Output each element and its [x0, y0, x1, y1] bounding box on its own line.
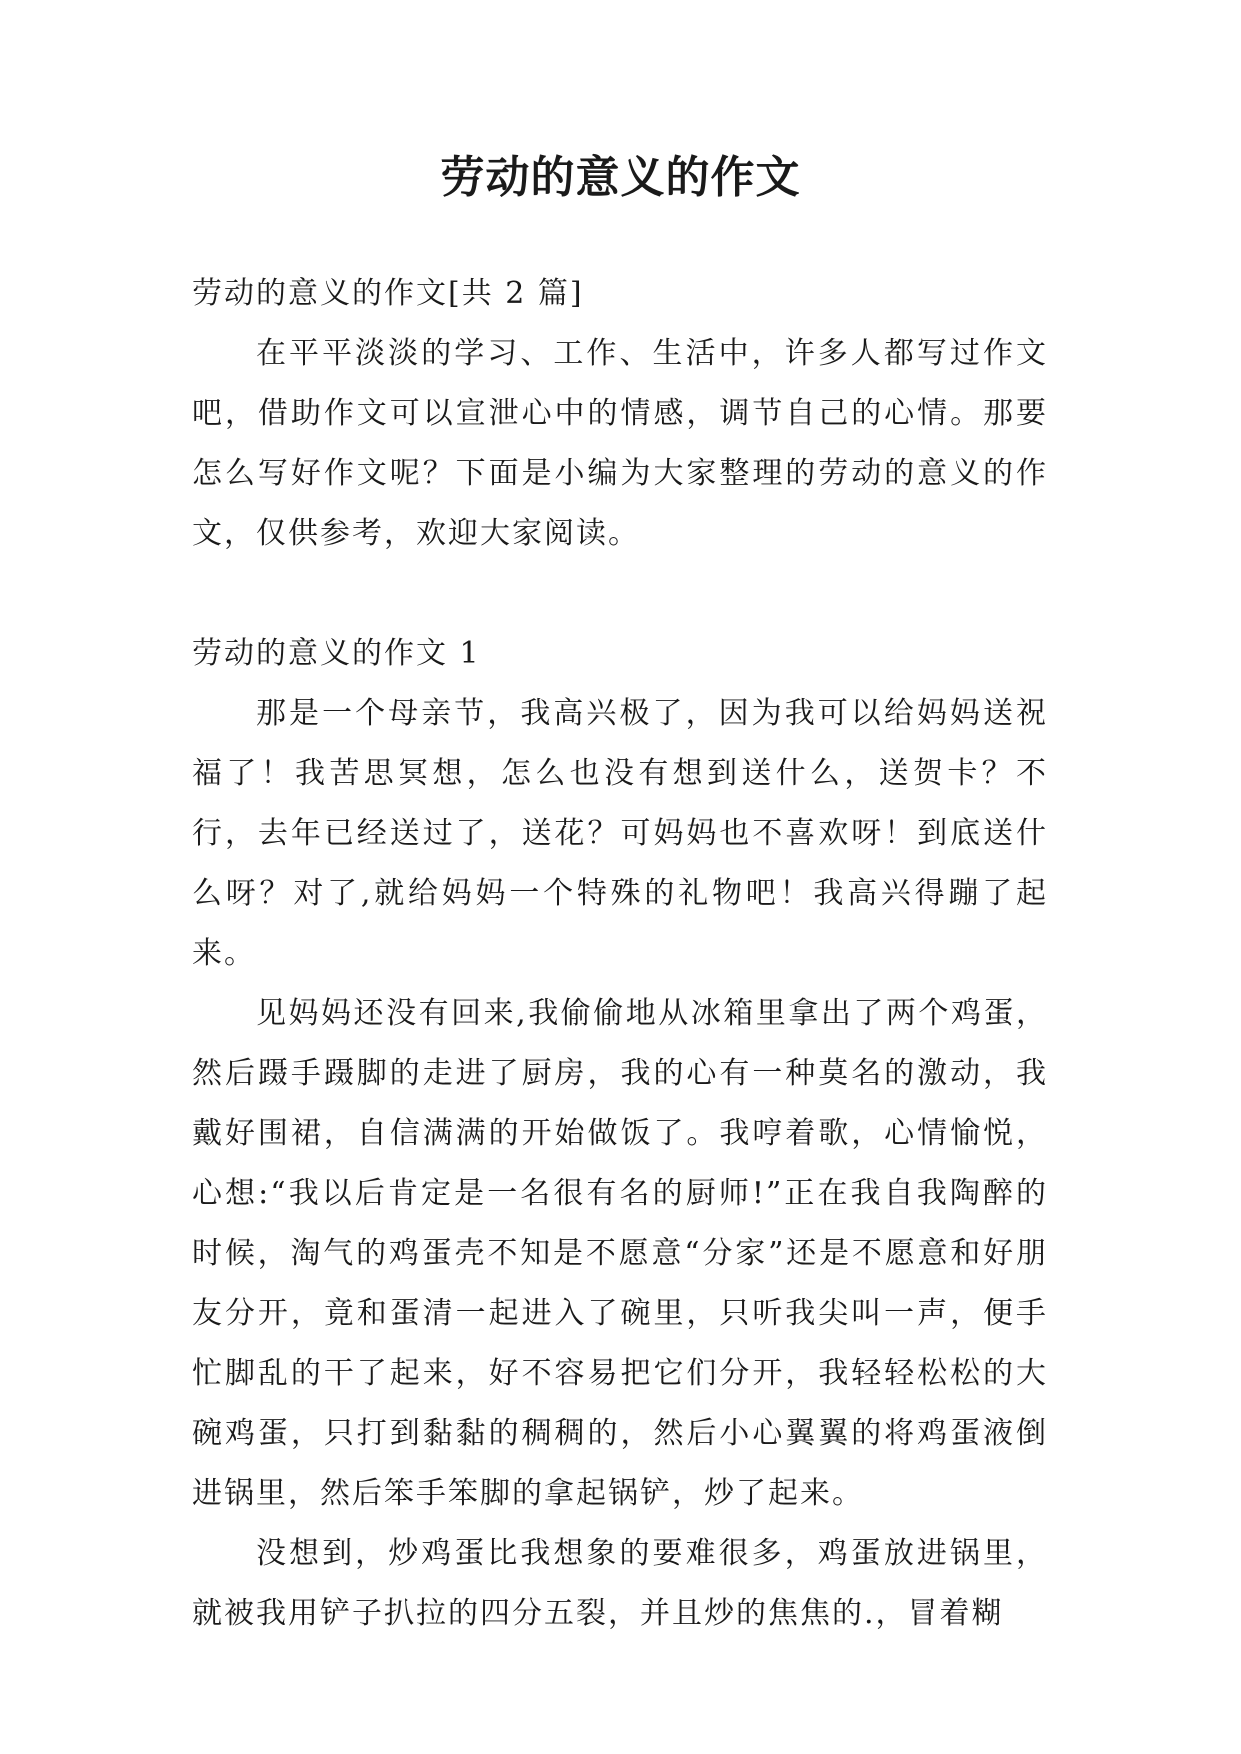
section-heading: 劳动的意义的作文 1 — [192, 636, 481, 671]
intro-paragraph: 在平平淡淡的学习、工作、生活中，许多人都写过作文吧，借助作文可以宣泄心中的情感，调节自己的心情。那要怎么写好作文呢？下面是小编为大家整理的劳动的意义的作文，仅供参考，欢迎大家阅读。 — [192, 336, 1048, 551]
document-subtitle: 劳动的意义的作文[共 2 篇] — [192, 276, 584, 311]
body-paragraph: 那是一个母亲节，我高兴极了，因为我可以给妈妈送祝福了！我苦思冥想，怎么也没有想到送什么，送贺卡？不行，去年已经送过了，送花？可妈妈也不喜欢呀！到底送什么呀？对了,就给妈妈一个特殊的礼物吧！我高兴得蹦了起来。 — [192, 696, 1048, 971]
body-paragraph: 见妈妈还没有回来,我偷偷地从冰箱里拿出了两个鸡蛋，然后蹑手蹑脚的走进了厨房，我的心有一种莫名的激动，我戴好围裙，自信满满的开始做饭了。我哼着歌，心情愉悦，心想:“我以后肯定是一名很有名的厨师!”正在我自我陶醉的时候，淘气的鸡蛋壳不知是不愿意“分家”还是不愿意和好朋友分开，竟和蛋清一起进入了碗里，只听我尖叫一声，便手忙脚乱的干了起来，好不容易把它们分开，我轻轻松松的大碗鸡蛋，只打到黏黏的稠稠的，然后小心翼翼的将鸡蛋液倒进锅里，然后笨手笨脚的拿起锅铲，炒了起来。 — [192, 996, 1048, 1511]
body-paragraph: 没想到，炒鸡蛋比我想象的要难很多，鸡蛋放进锅里，就被我用铲子扒拉的四分五裂，并且炒的焦焦的.，冒着糊 — [192, 1536, 1048, 1631]
document-body — [192, 264, 1048, 1644]
section-spacer — [192, 564, 1048, 624]
document-title: 劳动的意义的作文 — [440, 152, 801, 203]
